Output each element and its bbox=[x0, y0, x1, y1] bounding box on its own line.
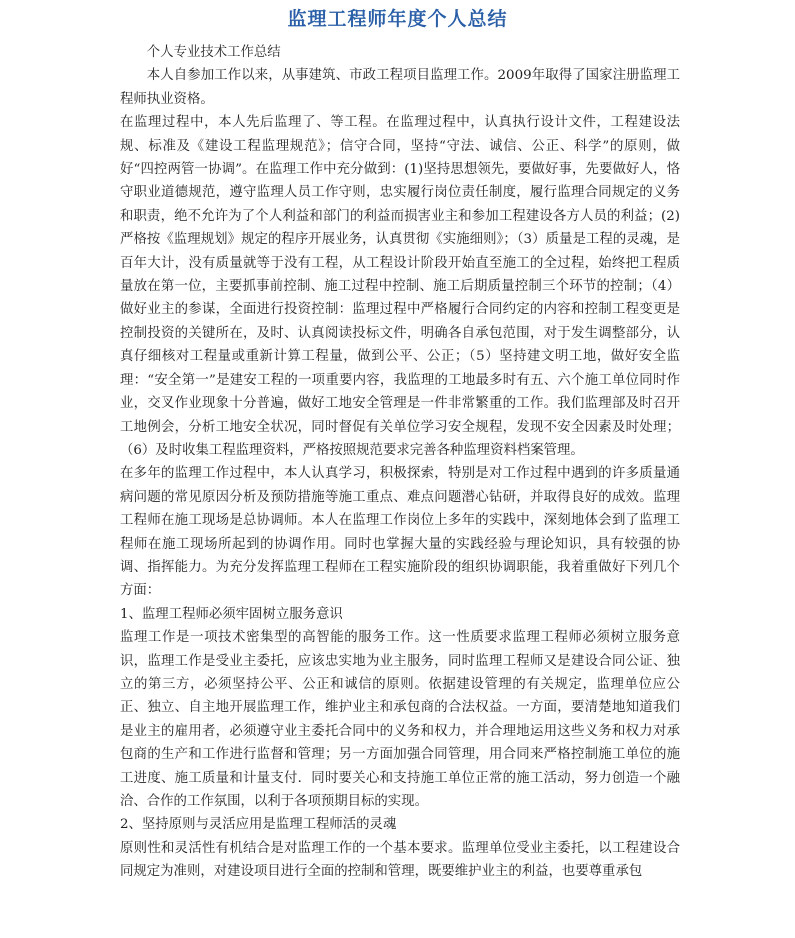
document-body bbox=[120, 41, 680, 884]
paragraph-supervision-process: 在监理过程中，本人先后监理了、等工程。在监理过程中，认真执行设计文件，工程建设法规、标准及《建设工程监理规范》；信守合同，坚持“守法、诚信、公正、科学”的原则，做好“四控两管一协调”。在监理工作中充分做到：(1)坚持思想领先，要做好事，先要做好人，恪守职业道德规范，遵守监理人员工作守则，忠实履行岗位责任制度，履行监理合同规定的义务和职责，绝不允许为了个人利益和部门的利益而损害业主和参加工程建设各方人员的利益；(2)严格按《监理规划》规定的程序开展业务，认真贯彻《实施细则》；（3）质量是工程的灵魂，是百年大计，没有质量就等于没有工程，从工程设计阶段开始直至施工的全过程，始终把工程质量放在第一位，主要抓事前控制、施工过程中控制、施工后期质量控制三个环节的控制；（4）做好业主的参谋，全面进行投资控制：监理过程中严格履行合同约定的内容和控制工程变更是控制投资的关键所在，及时、认真阅读投标文件，明确各自承包范围，对于发生调整部分，认真仔细核对工程量或重新计算工程量，做到公平、公正；（5）坚持建文明工地，做好安全监理：“安全第一”是建安工程的一项重要内容，我监理的工地最多时有五、六个施工单位同时作业，交叉作业现象十分普遍，做好工地安全管理是一件非常繁重的工作。我们监理部及时召开工地例会，分析工地安全状况，同时督促有关单位学习安全规程，发现不安全因素及时处理；（6）及时收集工程监理资料，严格按照规范要求完善各种监理资料档案管理。 bbox=[120, 115, 680, 458]
paragraph-principle-flexibility: 原则性和灵活性有机结合是对监理工作的一个基本要求。监理单位受业主委托，以工程建设合同规定为准则，对建设项目进行全面的控制和管理，既要维护业主的利益，也要尊重承包 bbox=[120, 840, 680, 880]
paragraph-coordination: 在多年的监理工作过程中，本人认真学习，积极探索，特别是对工作过程中遇到的许多质量通病问题的常见原因分析及预防措施等施工重点、难点问题潜心钻研，并取得良好的成效。监理工程师在施工现场是总协调师。本人在监理工作岗位上多年的实践中，深刻地体会到了监理工程师在施工现场所起到的协调作用。同时也掌握大量的实践经验与理论知识，具有较强的协调、指挥能力。为充分发挥监理工程师在工程实施阶段的组织协调职能，我着重做好下列几个方面： bbox=[120, 466, 680, 599]
paragraph-intro: 本人自参加工作以来，从事建筑、市政工程项目监理工作。2009年取得了国家注册监理工程师执业资格。 bbox=[120, 68, 680, 107]
heading-principle-flexibility: 2、坚持原则与灵活应用是监理工程师活的灵魂 bbox=[120, 817, 397, 833]
paragraph-service-awareness: 监理工作是一项技术密集型的高智能的服务工作。这一性质要求监理工程师必须树立服务意识，监理工作是受业主委托，应该忠实地为业主服务，同时监理工程师又是建设合同公证、独立的第三方，必须坚持公平、公正和诚信的原则。依据建设管理的有关规定，监理单位应公正、独立、自主地开展监理工作，维护业主和承包商的合法权益。一方面，要清楚地知道我们是业主的雇用者，必须遵守业主委托合同中的义务和权力，并合理地运用这些义务和权力对承包商的生产和工作进行监督和管理；另一方面加强合同管理，用合同来严格控制施工单位的施工进度、施工质量和计量支付．同时要关心和支持施工单位正常的施工活动，努力创造一个融洽、合作的工作氛围，以利于各项预期目标的实现。 bbox=[120, 630, 680, 809]
heading-service-awareness: 1、监理工程师必须牢固树立服务意识 bbox=[120, 606, 343, 622]
document-title: 监理工程师年度个人总结 bbox=[287, 8, 508, 30]
section-subtitle: 个人专业技术工作总结 bbox=[146, 45, 281, 60]
